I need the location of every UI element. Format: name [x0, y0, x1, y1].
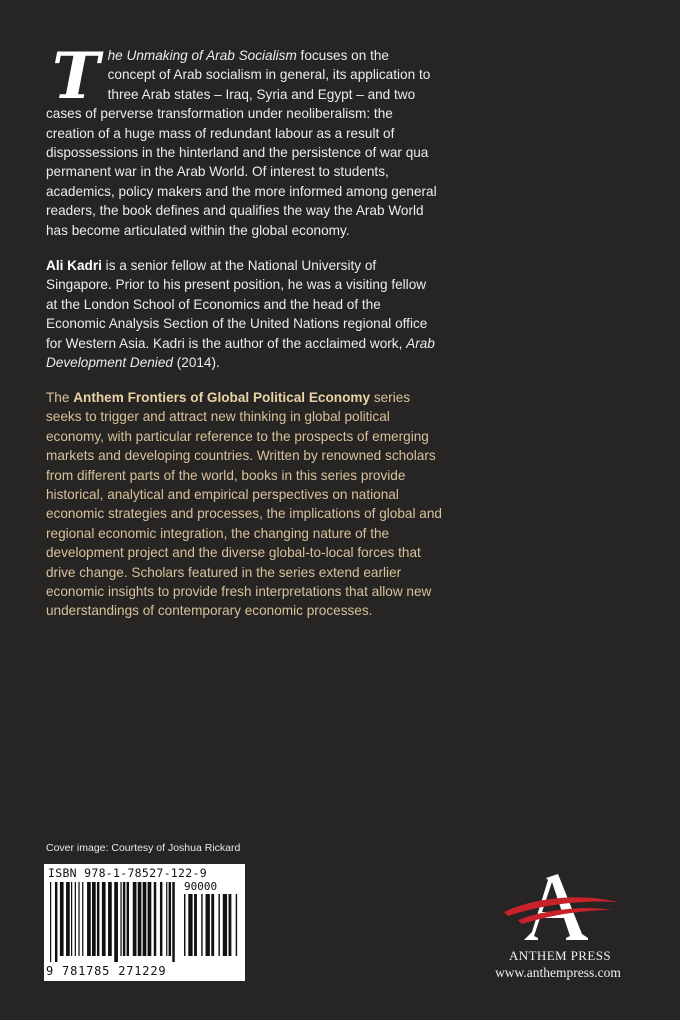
barcode-bar — [102, 882, 106, 956]
anthem-a-logo-icon — [488, 870, 628, 950]
book-blurb — [46, 39, 438, 240]
publisher-name: ANTHEM PRESS — [509, 948, 611, 963]
barcode-bar — [166, 882, 167, 956]
series-text: series seeks to trigger and attract new thinking in global political economy, with particular reference to the prospects of emerging markets and developing countries. Written by renowned scholars from different parts of the world, books in this series provide historical, analytical and empirical perspectives on national economic strategies and processes, the implications of global and regional economic integration, the changing nature of the development project and the diverse global-to-local forces that drive change. Scholars featured in the series extend earlier economic insights to provide fresh interpretations that allow new understandings of contemporary economic processes. — [46, 390, 442, 619]
barcode-bar — [127, 882, 129, 956]
book-title-italic: he Unmaking of Arab Socialism — [107, 48, 297, 63]
drop-cap: T — [52, 39, 100, 114]
barcode-bar — [87, 882, 91, 956]
isbn-barcode — [44, 864, 245, 981]
barcode-bar — [97, 882, 99, 956]
price-addon-label: 90000 — [184, 880, 218, 893]
barcode-bar — [92, 882, 96, 956]
barcode-bar — [184, 894, 185, 956]
cover-image-credit: Cover image: Courtesy of Joshua Rickard — [46, 842, 241, 854]
barcode-bar — [71, 882, 72, 956]
series-lead: The — [46, 390, 74, 405]
barcode-bar — [133, 882, 137, 956]
barcode-bar — [143, 882, 147, 956]
bio-text: is a senior fellow at the National University of Singapore. Prior to his present position, he was a visiting fellow at the London School of Economics and the head of the Economic Analysis Section of the United Nations regional office for Western Asia. Kadri is the author of the acclaimed work, — [46, 258, 428, 351]
addon-barcode-bars — [184, 894, 240, 962]
ean-barcode-bars — [50, 882, 176, 962]
barcode-bar — [108, 882, 112, 956]
barcode-bar — [114, 882, 118, 962]
barcode-bar — [172, 882, 174, 962]
barcode-bar — [169, 882, 171, 956]
barcode-bar — [223, 894, 227, 956]
ean-number: 9 781785 271229 — [46, 964, 167, 978]
barcode-bar — [229, 894, 232, 956]
barcode-bar — [78, 882, 79, 956]
isbn-label: ISBN 978-1-78527-122-9 — [48, 866, 207, 880]
barcode-bar — [75, 882, 76, 956]
barcode-bar — [154, 882, 156, 956]
barcode-bar — [123, 882, 125, 956]
barcode-bar — [201, 894, 202, 956]
barcode-bar — [120, 882, 121, 956]
barcode-bar — [138, 882, 142, 956]
series-name: Anthem Frontiers of Global Political Economy — [73, 390, 371, 405]
barcode-bar — [211, 894, 214, 956]
barcode-bar — [66, 882, 70, 956]
author-bio — [46, 256, 438, 372]
barcode-bar — [188, 894, 192, 956]
barcode-bar — [236, 894, 237, 956]
barcode-bar — [218, 894, 219, 956]
barcode-bar — [60, 882, 64, 956]
barcode-bar — [206, 894, 210, 956]
blurb-text: focuses on the concept of Arab socialism in general, its application to three Arab states – Iraq, Syria and Egypt – and two cases of perverse transformation under neoliberalism: the creation of a huge mass of redundant labour as a result of dispossessions in the hinterland and the persistence of war qua permanent war in the Arab World. Of interest to students, academics, policy makers and the more informed among general readers, the book defines and qualifies the way the Arab World has become articulated within the global economy. — [46, 48, 437, 238]
barcode-bar — [160, 882, 162, 956]
bio-year: (2014). — [172, 355, 220, 371]
author-name: Ali Kadri — [46, 258, 102, 273]
barcode-bar — [50, 882, 51, 962]
barcode-bar — [82, 882, 83, 956]
publisher-url[interactable]: www.anthempress.com — [495, 965, 621, 980]
author-work-title: Arab Development Denied — [46, 335, 435, 371]
series-description — [46, 388, 444, 621]
barcode-bar — [148, 882, 152, 956]
barcode-bar — [194, 894, 197, 956]
barcode-bar — [55, 882, 57, 962]
